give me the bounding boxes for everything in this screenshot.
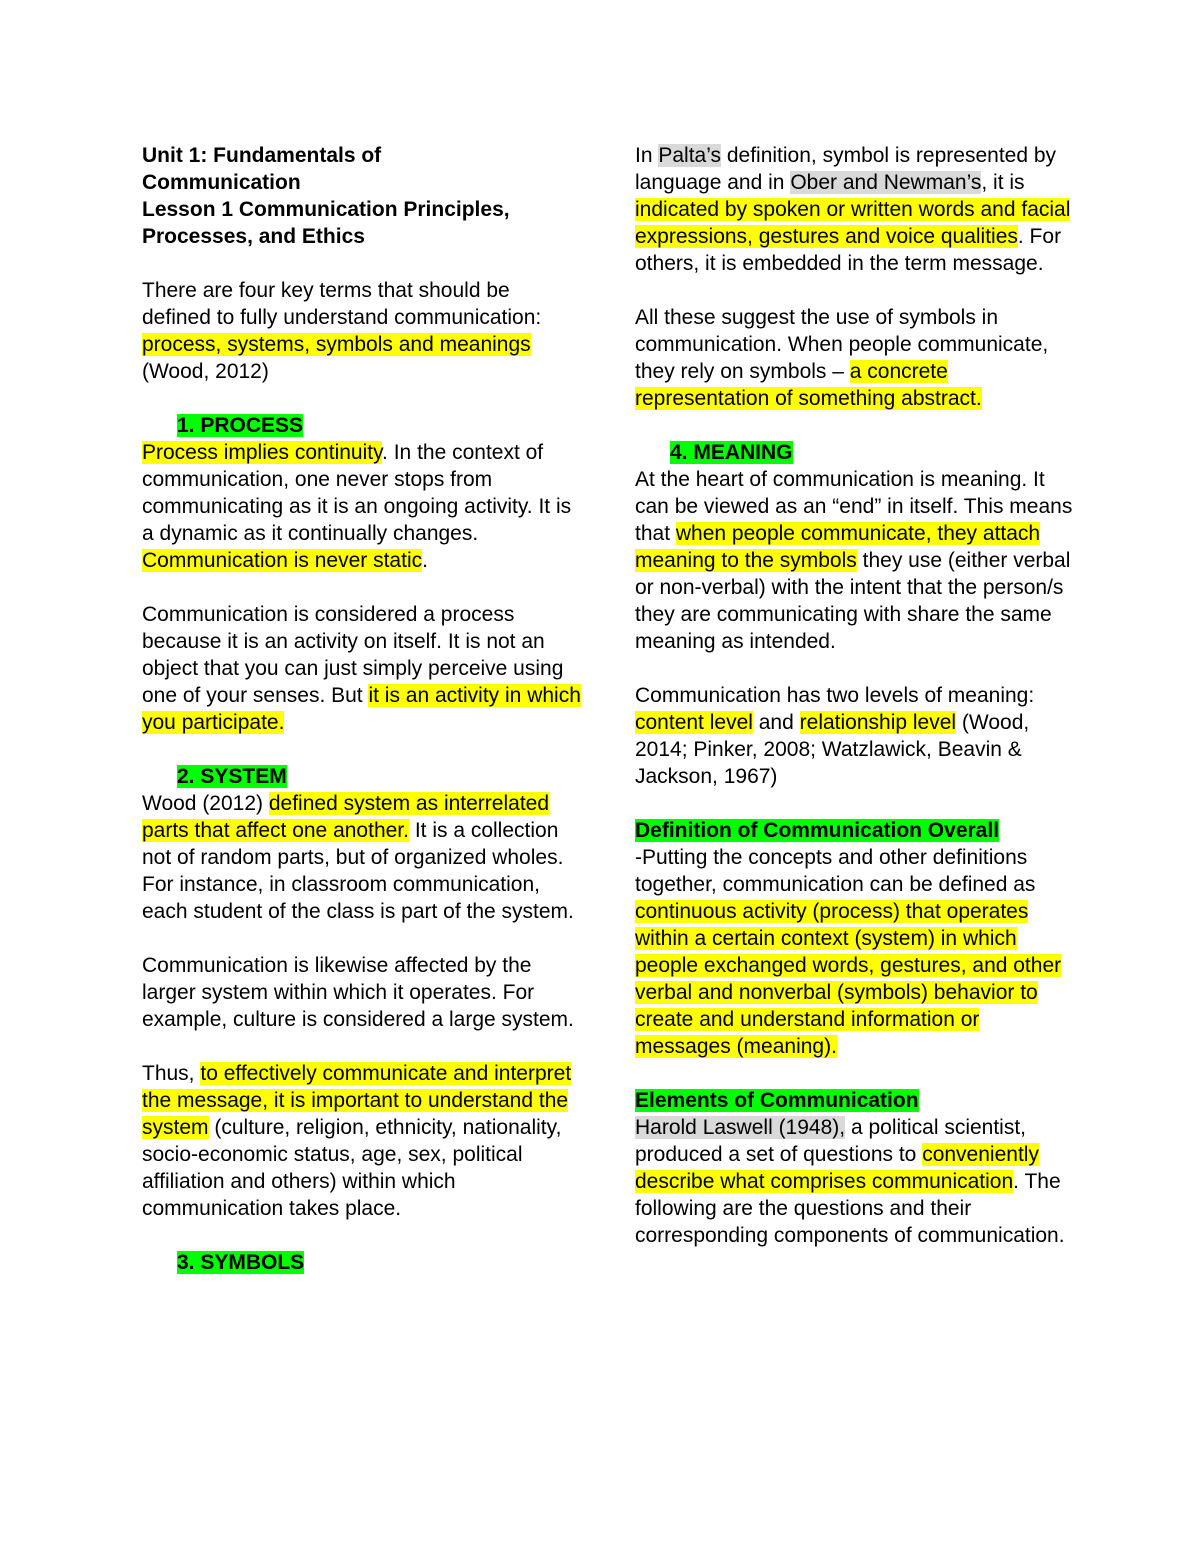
highlight: defined system as interrelated parts that affect one another. <box>142 792 550 842</box>
symbols-paragraph-2: All these suggest the use of symbols in communication. When people communicate, they rely on symbols – a concrete representation of something abstract. <box>635 306 1049 410</box>
section-heading-elements: Elements of Communication <box>635 1089 919 1112</box>
highlight: when people communicate, they attach meaning to the symbols <box>635 522 1041 572</box>
section-heading-symbols: 3. SYMBOLS <box>177 1251 305 1274</box>
document-title <box>142 142 582 250</box>
section-heading-system: 2. SYSTEM <box>177 765 287 788</box>
definition-paragraph: -Putting the concepts and other definitions together, communication can be defined as continuous activity (process) that operates within a certain context (system) in which people exchanged words, gestures, and other verbal and nonverbal (symbols) behavior to create and understand information or messages (meaning). <box>635 846 1062 1058</box>
process-paragraph-2: Communication is considered a process because it is an activity on itself. It is not an object that you can just simply perceive using one of your senses. But it is an activity in which you participate. <box>142 603 581 734</box>
highlight: to effectively communicate and interpret the message, it is important to understand the system <box>142 1062 572 1139</box>
left-column <box>142 142 582 1276</box>
highlight: Communication is never static <box>142 549 423 572</box>
meaning-paragraph-2: Communication has two levels of meaning: content level and relationship level (Wood, 2014; Pinker, 2008; Watzlawick, Beavin & Jackson, 1967) <box>635 684 1035 788</box>
gray-highlight: Palta’s <box>658 144 722 167</box>
highlight: content level <box>635 711 753 734</box>
elements-paragraph: Harold Laswell (1948), a political scientist, produced a set of questions to conveniently describe what comprises communication. The following are the questions and their corresponding components of communication. <box>635 1116 1065 1247</box>
section-heading-process: 1. PROCESS <box>177 414 304 437</box>
gray-highlight: Ober and Newman’s <box>790 171 982 194</box>
title-line: Processes, and Ethics <box>142 225 365 248</box>
highlight: process, systems, symbols and meanings <box>142 333 531 356</box>
highlight: Process implies continuity <box>142 441 383 464</box>
system-paragraph-2: Communication is likewise affected by the larger system within which it operates. For example, culture is considered a large system. <box>142 954 574 1031</box>
symbols-paragraph: In Palta’s definition, symbol is represented by language and in Ober and Newman’s, it is indicated by spoken or written words and facial expressions, gestures and voice qualities. For others, it is embedded in the term message. <box>635 144 1071 275</box>
highlight: indicated by spoken or written words and facial expressions, gestures and voice qualities <box>635 198 1071 248</box>
highlight: a concrete representation of something abstract. <box>635 360 982 410</box>
system-paragraph: Wood (2012) defined system as interrelated parts that affect one another. It is a collection not of random parts, but of organized wholes. For instance, in classroom communication, each student of the class is part of the system. <box>142 792 574 923</box>
section-heading-meaning: 4. MEANING <box>670 441 793 464</box>
meaning-paragraph: At the heart of communication is meaning. It can be viewed as an “end” in itself. This means that when people communicate, they attach meaning to the symbols they use (either verbal or non-verbal) with the intent that the person/s they are communicating with share the same meaning as intended. <box>635 468 1073 653</box>
section-heading-definition: Definition of Communication Overall <box>635 819 1000 842</box>
intro-paragraph: There are four key terms that should be defined to fully understand communication: process, systems, symbols and meanings (Wood, 2012) <box>142 279 542 383</box>
system-paragraph-3: Thus, to effectively communicate and interpret the message, it is important to understand the system (culture, religion, ethnicity, nationality, socio-economic status, age, sex, political affiliation and others) within which communication takes place. <box>142 1062 572 1220</box>
title-line: Lesson 1 Communication Principles, <box>142 198 510 221</box>
highlight: it is an activity in which you participate. <box>142 684 581 734</box>
title-line: Unit 1: Fundamentals of <box>142 144 382 167</box>
highlight: conveniently describe what comprises communication <box>635 1143 1039 1193</box>
highlight: continuous activity (process) that operates within a certain context (system) in which people exchanged words, gestures, and other verbal and nonverbal (symbols) behavior to create and understand information or messages (meaning). <box>635 900 1062 1058</box>
gray-highlight: Harold Laswell (1948), <box>635 1116 846 1139</box>
right-column <box>635 142 1075 1249</box>
title-line: Communication <box>142 171 301 194</box>
highlight: relationship level <box>799 711 957 734</box>
process-paragraph: Process implies continuity. In the context of communication, one never stops from communicating as it is an ongoing activity. It is a dynamic as it continually changes. Communication is never static. <box>142 441 572 572</box>
